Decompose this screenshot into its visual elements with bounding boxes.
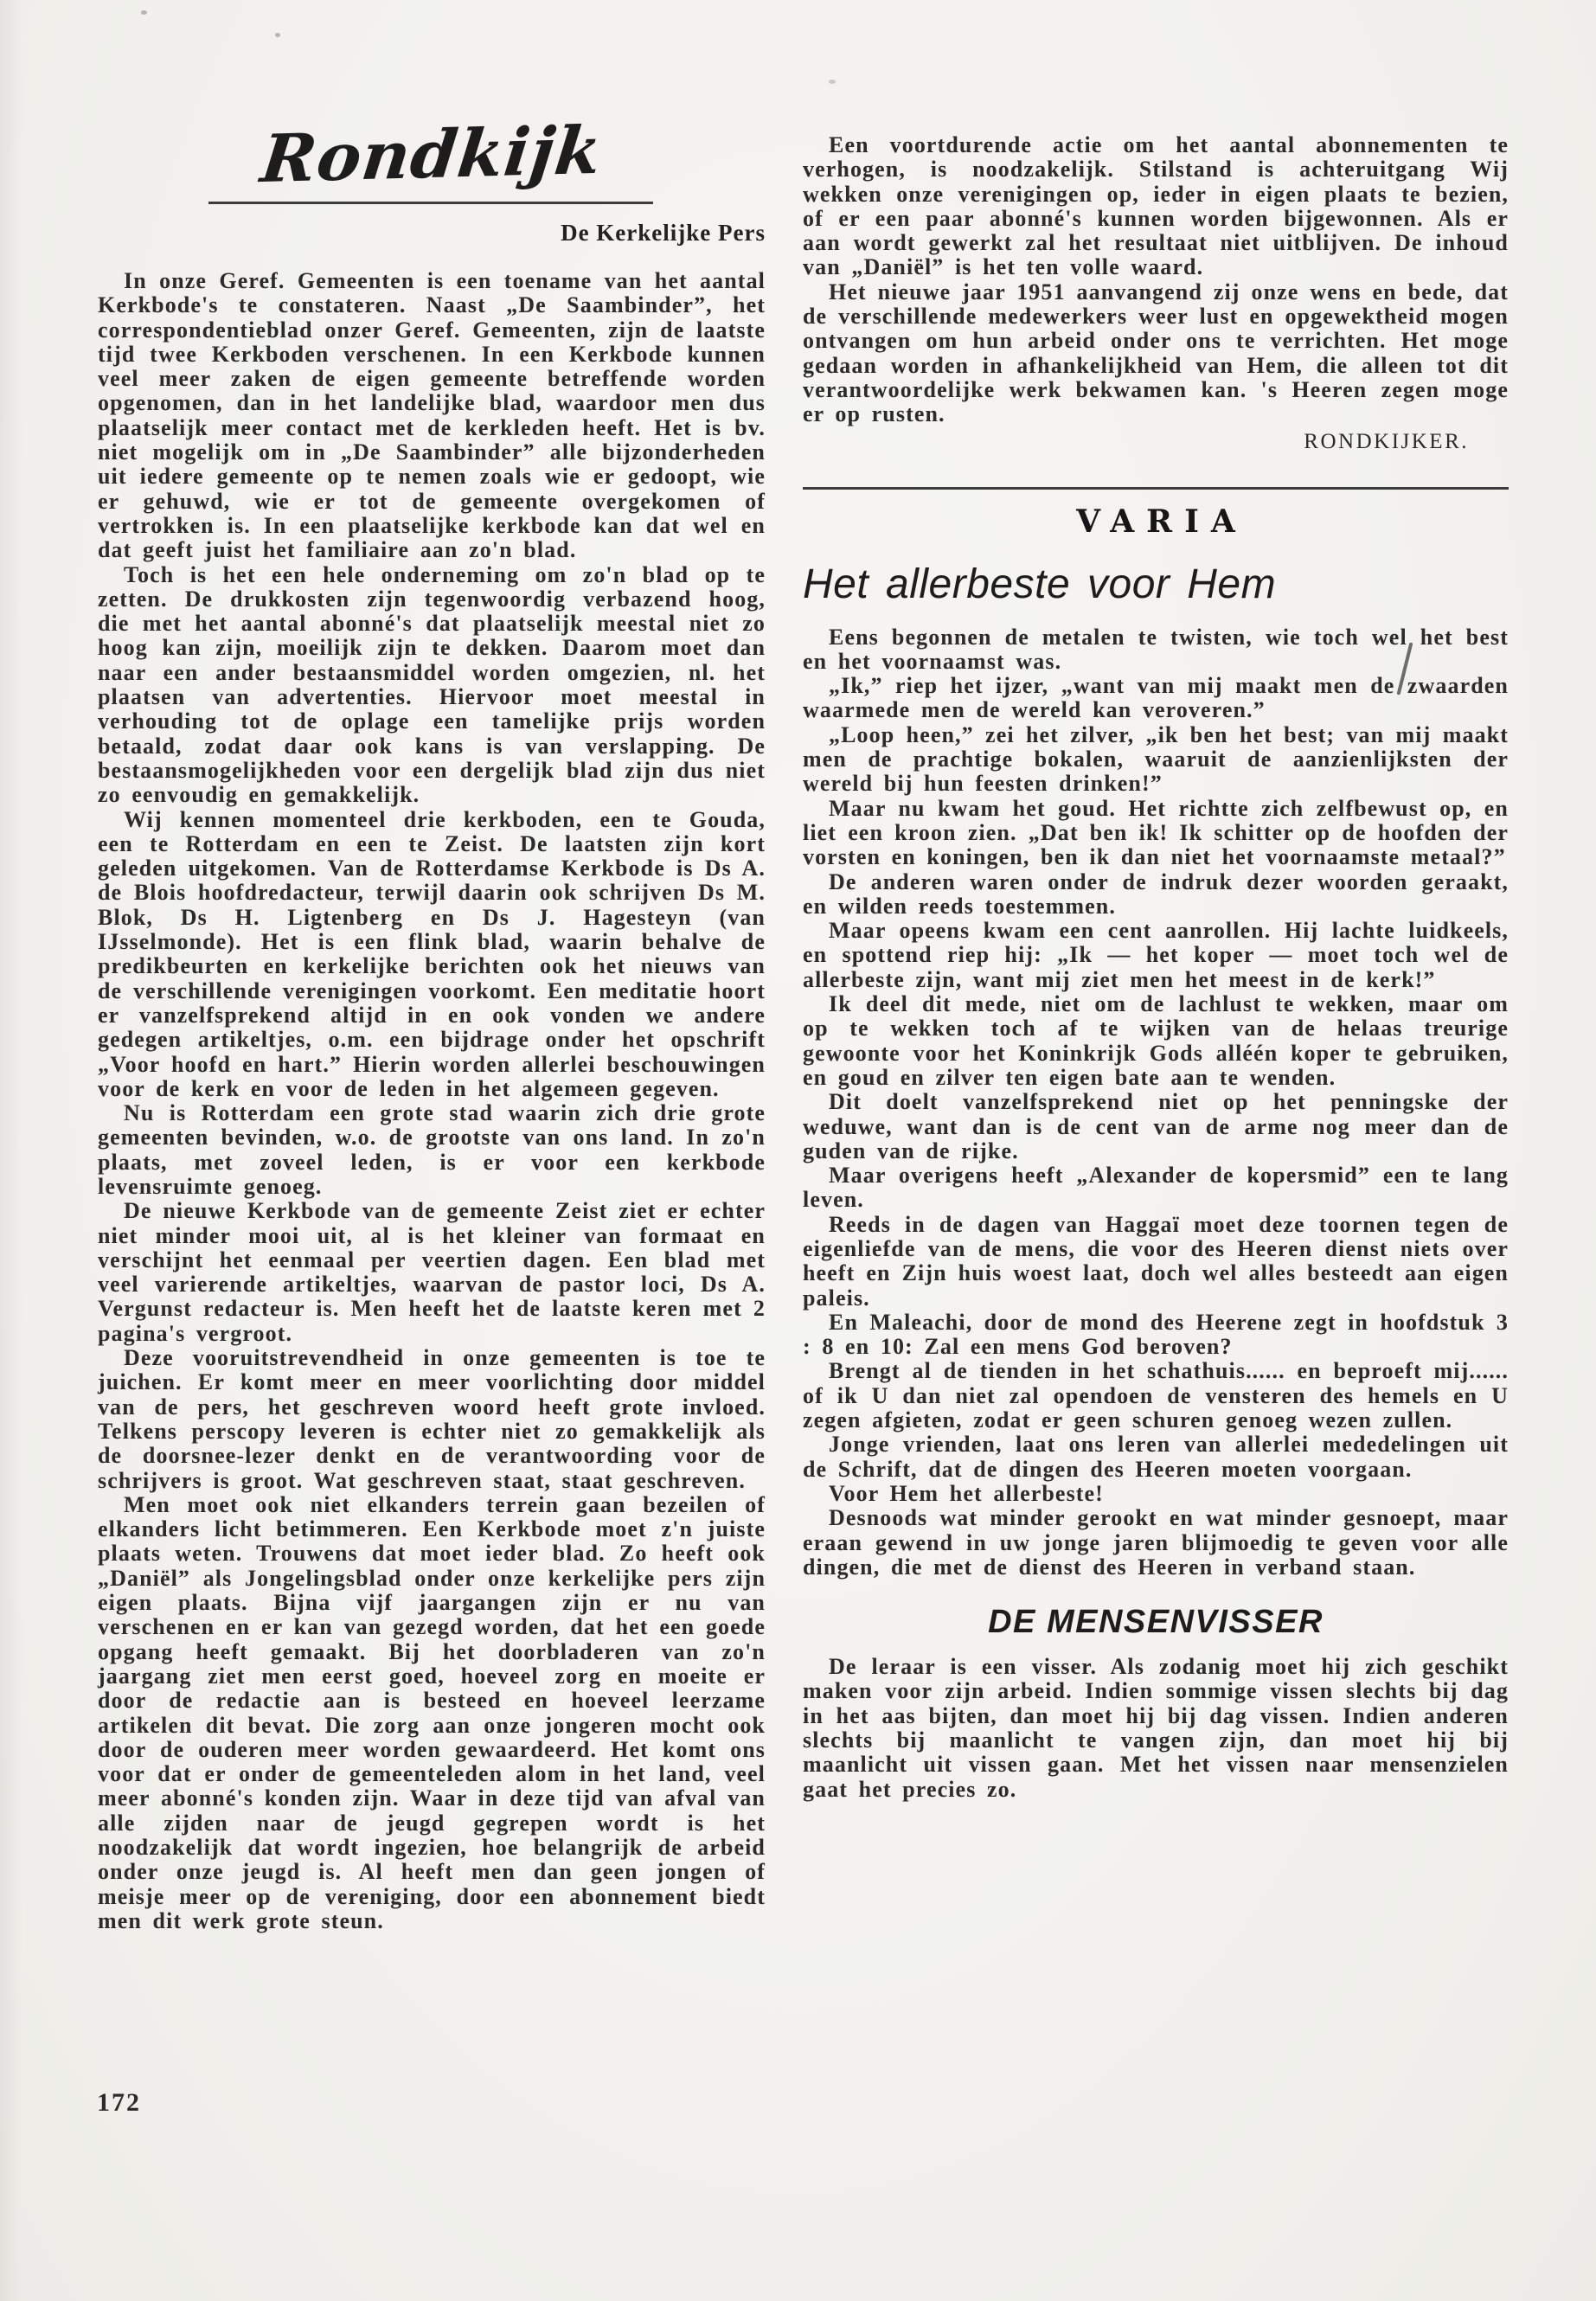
paragraph: Reeds in de dagen van Haggaï moet deze toornen tegen de eigenliefde van de mens, die voor des Heeren dienst niets over heeft en Zijn huis woest laat, doch wel alles besteedt aan eigen paleis. (803, 1211, 1509, 1311)
paragraph: Ik deel dit mede, niet om de lachlust te wekken, maar om op te wekken toch af te wijken van de helaas treurige gewoonte voor het Koninkrijk Gods alléén koper te gebruiken, en goud en zilver ten eigen bate aan te wenden. (803, 991, 1509, 1090)
paragraph: Maar nu kwam het goud. Het richtte zich zelfbewust op, en liet een kroon zien. „Dat ben ik! Ik schitter op de hoofden der vorsten en koningen, ben ik dan niet het voornaamste metaal?” (803, 795, 1509, 870)
paragraph: Toch is het een hele onderneming om zo'n blad op te zetten. De drukkosten zijn tegenwoordig verbazend hoog, die met het aantal abonné's dat plaatselijk meestal niet zo hoog kan zijn, moeilijk zijn te dekken. Daarom moet dan naar een ander bestaansmiddel worden omgezien, nl. het plaatsen van advertenties. Hiervoor moet meestal in verhouding tot de oplage een tamelijke prijs worden betaald, zodat daar ook kans is van verslapping. De bestaansmogelijkheden voor een dergelijk blad zijn dus niet zo eenvoudig en gemakkelijk. (98, 561, 766, 808)
paragraph: En Maleachi, door de mond des Heerene zegt in hoofdstuk 3 : 8 en 10: Zal een mens God beroven? (803, 1309, 1509, 1360)
paragraph: De anderen waren onder de indruk dezer woorden geraakt, en wilden reeds toestemmen. (803, 868, 1509, 919)
left-column (98, 99, 766, 1933)
paragraph: Voor Hem het allerbeste! (829, 1480, 1104, 1506)
article-heading: Het allerbeste voor Hem (803, 561, 1277, 607)
title-underline-rule (208, 202, 653, 204)
section-divider-rule (803, 487, 1509, 490)
column-title: Rondkijk (257, 111, 606, 198)
section-title: VARIA (1076, 503, 1247, 540)
paragraph: „Loop heen,” zei het zilver, „ik ben het best; van mij maakt men de prachtige bokalen, waaruit de aanzienlijksten der wereld bij hun feesten drinken!” (803, 721, 1509, 797)
paragraph: Dit doelt vanzelfsprekend niet op het penningske der weduwe, want dan is de cent van de arme nog meer dan de guden van de rijke. (803, 1089, 1509, 1163)
paragraph: De nieuwe Kerkbode van de gemeente Zeist ziet er echter niet minder mooi uit, al is het kleiner van formaat en verschijnt het eenmaal per veertien dagen. Een blad met veel varierende artikeltjes, waarvan de pastor loci, Ds A. Vergunst redacteur is. Men heeft het de laatste keren met 2 pagina's vergroot. (98, 1198, 766, 1346)
paragraph: Desnoods wat minder gerookt en wat minder gesnoept, maar eraan gewend in uw jonge jaren blijmoedig te geven voor alle dingen, die met de dienst des Heeren in verband staan. (803, 1505, 1509, 1580)
author-signature: RONDKIJKER. (1304, 429, 1469, 453)
paragraph: „Ik,” riep het ijzer, „want van mij maakt men de zwaarden waarmede men de wereld kan veroveren.” (803, 673, 1509, 723)
scan-speck (829, 80, 836, 84)
paragraph: Brengt al de tienden in het schathuis...... en beproeft mij...... of ik U dan niet zal opendoen de vensteren des hemels en U zegen afgieten, zodat er geen schuren genoeg wezen zullen. (803, 1358, 1509, 1433)
right-column (803, 133, 1509, 1802)
scan-speck (275, 33, 280, 37)
article-heading: DE MENSENVISSER (988, 1604, 1324, 1641)
paragraph: Nu is Rotterdam een grote stad waarin zich drie grote gemeenten bevinden, w.o. de grootste van ons land. In zo'n plaats, met zoveel leden, is er voor een kerkbode levensruimte genoeg. (98, 1100, 766, 1199)
paragraph: Eens begonnen de metalen te twisten, wie toch wel het best en het voornaamst was. (803, 624, 1509, 674)
paragraph: In onze Geref. Gemeenten is een toename van het aantal Kerkbode's te constateren. Naast „De Saambinder”, het correspondentieblad onzer Geref. Gemeenten, zijn de laatste tijd twee Kerkboden verschenen. In een Kerkbode kunnen veel meer zaken de eigen gemeente betreffende worden opgenomen, dan in het landelijke blad, waardoor men dus plaatselijk meer contact met de kerkleden heeft. Het is bv. niet mogelijk om in „De Saambinder” alle bijzonderheden uit iedere gemeente op te nemen zoals wie er gedoopt, wie er gehuwd, wie er tot de gemeente overgekomen of vertrokken is. In een plaatselijke kerkbode kan dat wel en dat geeft juist het familiaire aan zo'n blad. (98, 268, 766, 563)
paragraph: Een voortdurende actie om het aantal abonnementen te verhogen, is noodzakelijk. Stilstand is achteruitgang Wij wekken onze verenigingen op, ieder in eigen plaats te bezien, of er een paar abonné's kunnen worden bijgewonnen. Als er aan wordt gewerkt zal het resultaat niet uitblijven. De inhoud van „Daniël” is het ten volle waard. (803, 132, 1509, 280)
article-subheading: De Kerkelijke Pers (561, 220, 766, 246)
scan-speck (141, 10, 147, 15)
paragraph: Jonge vrienden, laat ons leren van allerlei mededelingen uit de Schrift, dat de dingen des Heeren moeten voorgaan. (803, 1432, 1509, 1482)
paragraph: Maar overigens heeft „Alexander de kopersmid” een te lang leven. (803, 1163, 1509, 1213)
paragraph: Maar opeens kwam een cent aanrollen. Hij lachte luidkeels, en spottend riep hij: „Ik — het koper — moet toch wel de allerbeste zijn, want mij ziet men het meest in de kerk!” (803, 918, 1509, 992)
paragraph: De leraar is een visser. Als zodanig moet hij zich geschikt maken voor zijn arbeid. Indien sommige vissen slechts bij dag in het aas bijten, dan moet hij bij dag vissen. Indien anderen slechts bij maanlicht te vangen zijn, dan moet hij bij maanlicht uit vissen gaan. Met het vissen naar mensenzielen gaat het precies zo. (803, 1654, 1509, 1802)
paragraph: Het nieuwe jaar 1951 aanvangend zij onze wens en bede, dat de verschillende medewerkers weer lust en opgewektheid mogen ontvangen om hun arbeid onder ons te verrichten. Het moge gedaan worden in afhankelijkheid van Hem, die alleen tot dit verantwoordelijke werk bekwamen kan. 's Heeren zegen moge er op rusten. (803, 279, 1509, 427)
paragraph: Wij kennen momenteel drie kerkboden, een te Gouda, een te Rotterdam en een te Zeist. De laatsten zijn kort geleden uitgekomen. Van de Rotterdamse Kerkbode is Ds A. de Blois hoofdredacteur, terwijl daarin ook schrijven Ds M. Blok, Ds H. Ligtenberg en Ds J. Hagesteyn (van IJsselmonde). Het is een flink blad, waarin behalve de predikbeurten en kerkelijke berichten ook het nieuws van de verschillende verenigingen voorkomt. Een meditatie hoort er vanzelfsprekend altijd in en ook vonden we andere gedegen artikeltjes, o.m. een bijdrage onder het opschrift „Voor hoofd en hart.” Hierin worden allerlei beschouwingen voor de kerk en voor de leden in het algemeen gegeven. (98, 806, 766, 1101)
paragraph: Deze vooruitstrevendheid in onze gemeenten is toe te juichen. Er komt meer en meer voorlichting door middel van de pers, het geschreven woord heeft grote invloed. Telkens perscopy leveren is echter niet zo gemakkelijk als de doorsnee-lezer denkt en de verantwoording voor de schrijvers is groot. Wat geschreven staat, staat geschreven. (98, 1345, 766, 1493)
page-number: 172 (97, 2088, 141, 2117)
paragraph: Men moet ook niet elkanders terrein gaan bezeilen of elkanders licht betimmeren. Een Kerkbode moet z'n juiste plaats weten. Trouwens dat moet ieder blad. Zo heeft ook „Daniël” als Jongelingsblad onder onze kerkelijke pers zijn eigen plaats. Bijna vijf jaargangen zijn er nu van verschenen en er kan van gezegd worden, dat het een goede opgang heeft gemaakt. Bij het doorbladeren van zo'n jaargang ziet men eerst goed, hoeveel zorg en moeite er door de redactie aan is besteed en hoeveel leerzame artikelen dit bevat. Die zorg aan onze jongeren mocht ook door de ouderen meer worden gewaardeerd. Het komt ons voor dat er onder de gemeenteleden alom in het land, veel meer abonné's konden zijn. Waar in deze tijd van afval van alle zijden naar de jeugd gegrepen wordt is het noodzakelijk dat wordt ingezien, hoe belangrijk de arbeid onder onze jeugd is. Al heeft men dan geen jongen of meisje meer op de vereniging, door een abonnement biedt men dit werk grote steun. (98, 1491, 766, 1933)
